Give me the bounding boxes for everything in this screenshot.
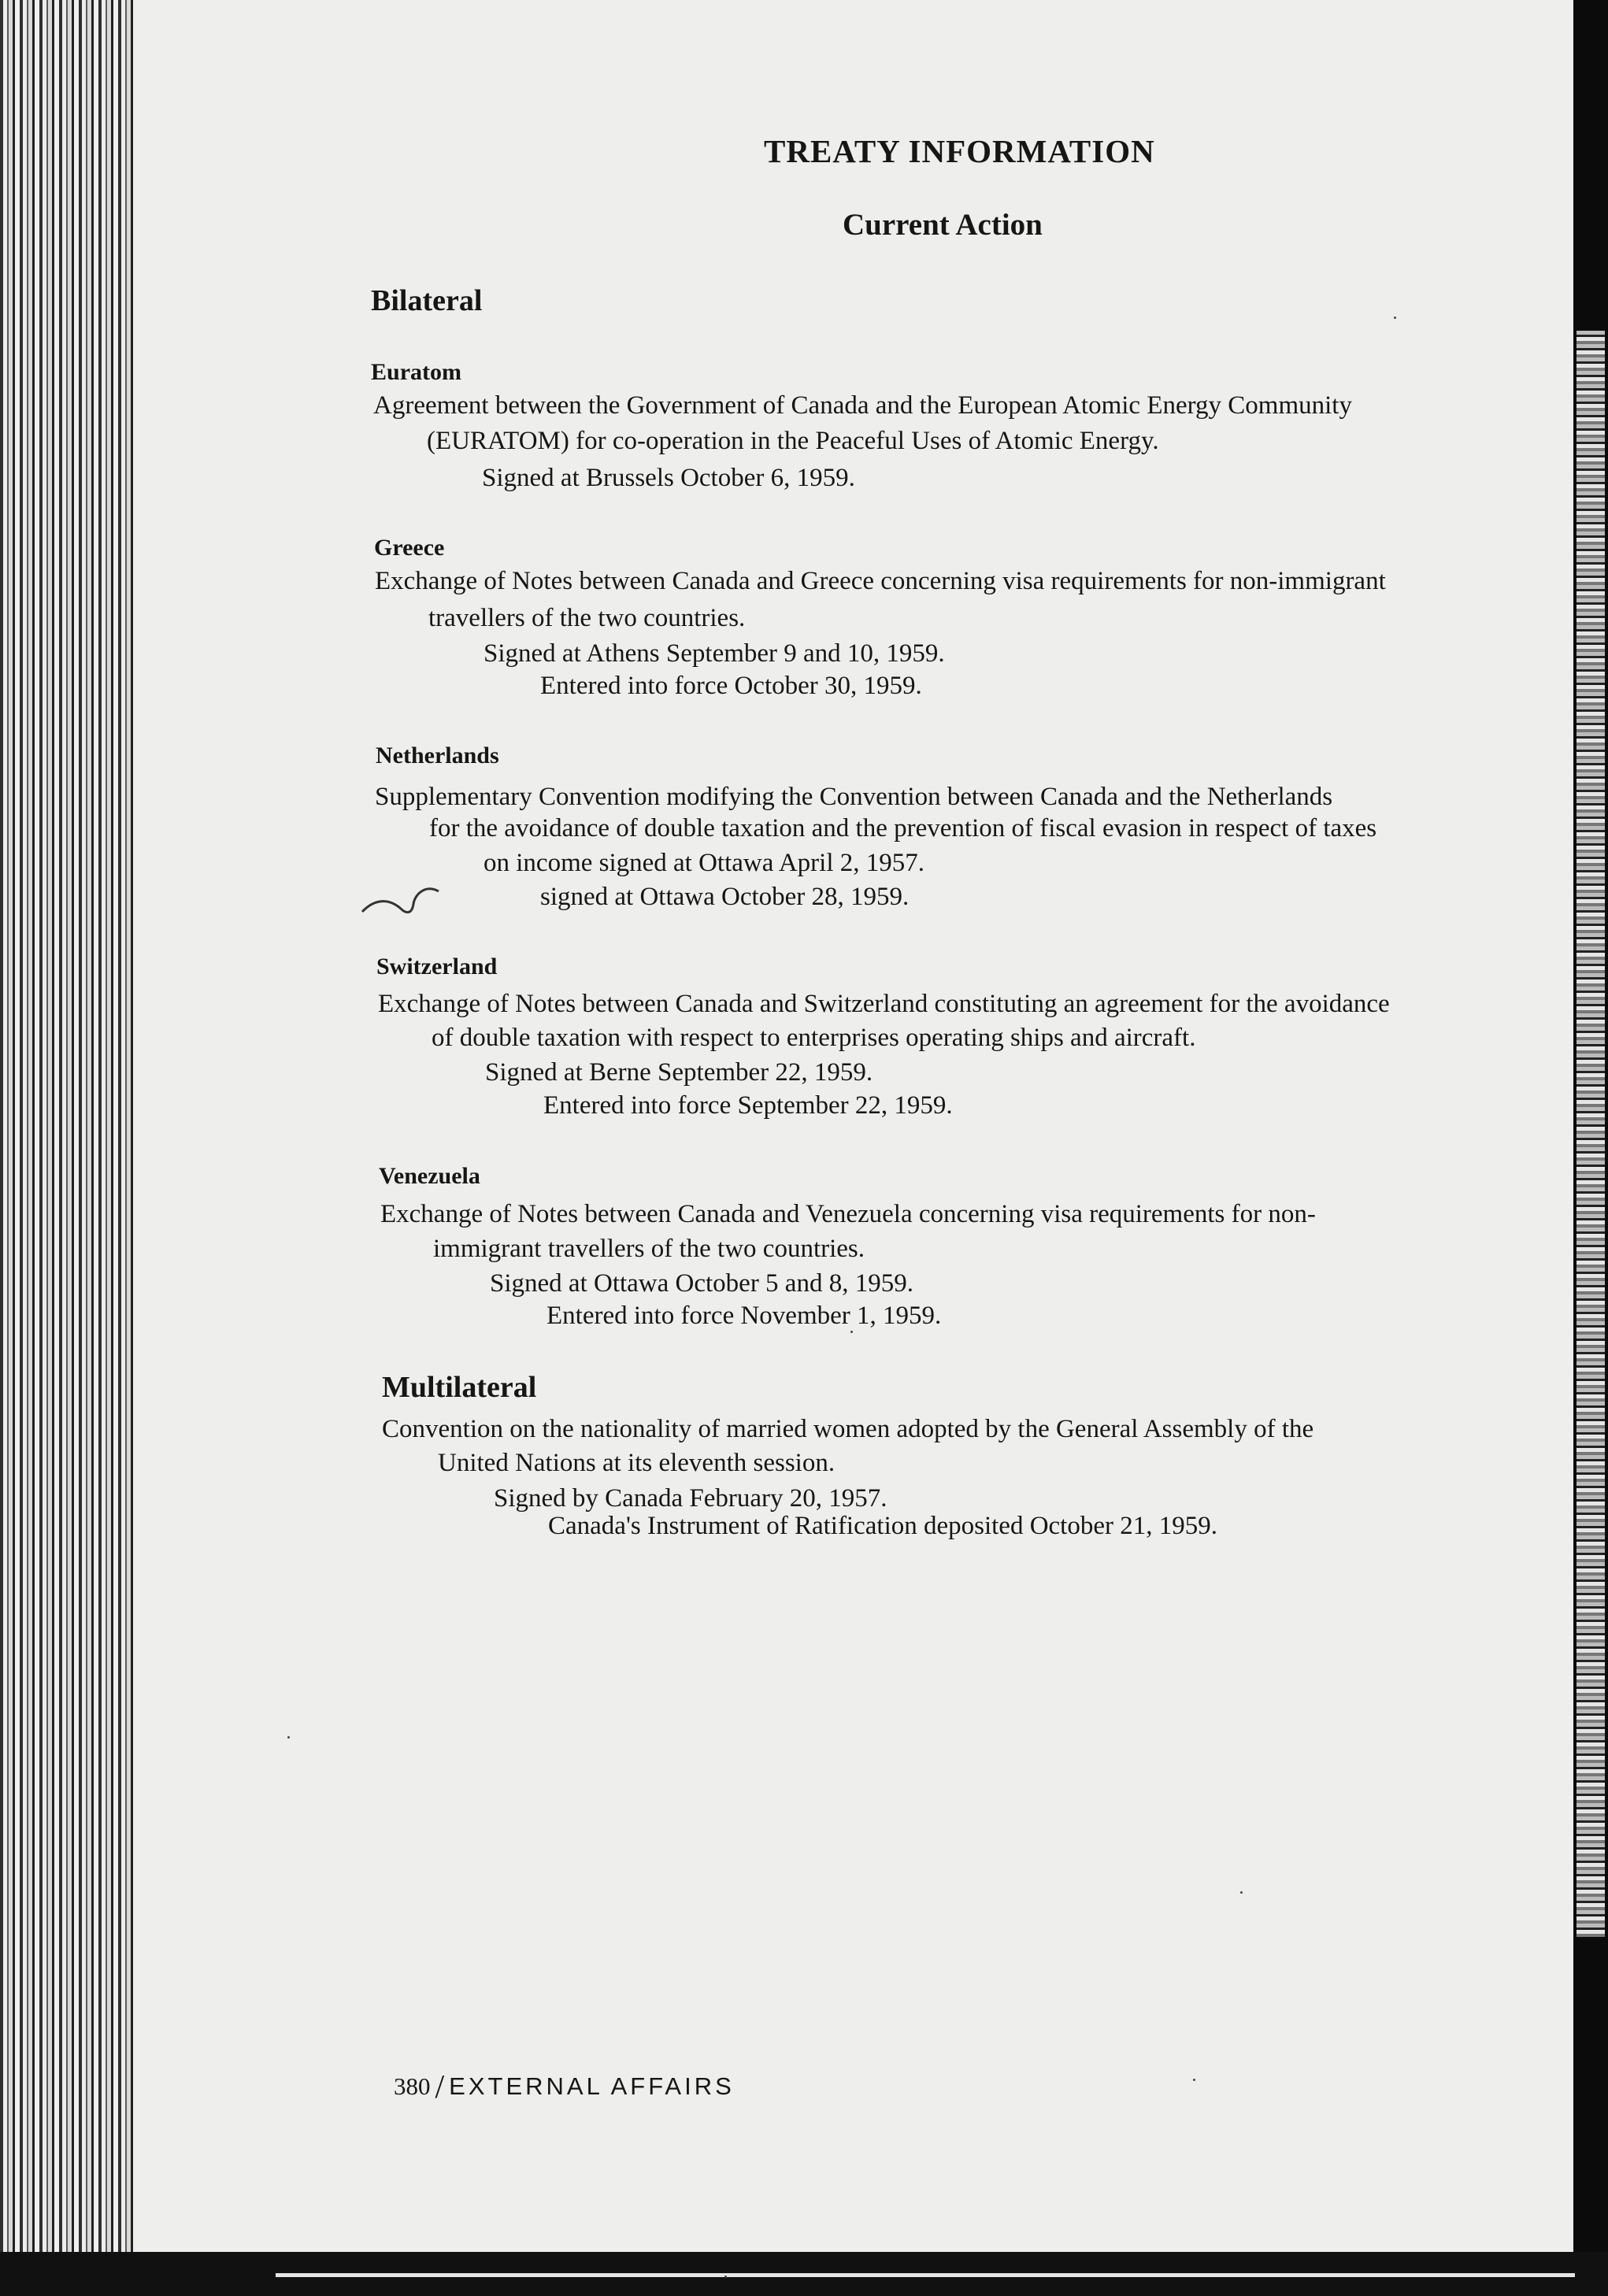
- netherlands-signed: signed at Ottawa October 28, 1959.: [540, 883, 910, 911]
- euratom-line-1: Agreement between the Government of Canada and the European Atomic Energy Community: [373, 391, 1352, 420]
- page-number: 380: [394, 2072, 431, 2100]
- switzerland-heading: Switzerland: [376, 954, 498, 980]
- bottom-page-edge: [0, 2252, 1608, 2296]
- greece-signed: Signed at Athens September 9 and 10, 1959.: [484, 639, 945, 668]
- switzerland-signed: Signed at Berne September 22, 1959.: [485, 1058, 873, 1087]
- pencil-mark: [358, 874, 445, 921]
- greece-line-1: Exchange of Notes between Canada and Greece concerning visa requirements for non-immigrant: [375, 567, 1386, 595]
- page-title: TREATY INFORMATION: [764, 133, 1155, 169]
- page-footer: [394, 2068, 735, 2106]
- multilateral-line-1: Convention on the nationality of married women adopted by the General Assembly of the: [382, 1415, 1314, 1443]
- ink-speck: [1394, 317, 1396, 319]
- ink-speck: [1193, 2079, 1195, 2081]
- euratom-heading: Euratom: [371, 359, 461, 385]
- bilateral-heading: Bilateral: [371, 284, 483, 317]
- greece-heading: Greece: [374, 535, 445, 561]
- multilateral-deposited: Canada's Instrument of Ratification deposited October 21, 1959.: [548, 1512, 1217, 1540]
- publication-name: EXTERNAL AFFAIRS: [449, 2072, 735, 2100]
- ink-speck: [287, 1736, 290, 1739]
- footer-slash: /: [435, 2069, 445, 2105]
- euratom-signed: Signed at Brussels October 6, 1959.: [482, 464, 855, 492]
- venezuela-heading: Venezuela: [379, 1163, 480, 1189]
- venezuela-line-2: immigrant travellers of the two countries.: [433, 1235, 865, 1263]
- right-page-edge: [1573, 0, 1608, 2296]
- switzerland-line-1: Exchange of Notes between Canada and Switzerland constituting an agreement for the avoidance: [378, 990, 1390, 1018]
- greece-line-2: travellers of the two countries.: [428, 604, 746, 632]
- euratom-line-2: (EURATOM) for co-operation in the Peaceful Uses of Atomic Energy.: [427, 427, 1159, 455]
- ink-speck: [724, 2276, 727, 2278]
- venezuela-signed: Signed at Ottawa October 5 and 8, 1959.: [490, 1269, 913, 1298]
- multilateral-signed: Signed by Canada February 20, 1957.: [494, 1484, 887, 1513]
- right-page-texture: [1577, 331, 1605, 1937]
- switzerland-entered: Entered into force September 22, 1959.: [543, 1091, 953, 1120]
- multilateral-line-2: United Nations at its eleventh session.: [438, 1449, 835, 1477]
- netherlands-heading: Netherlands: [376, 742, 499, 768]
- netherlands-line-3: on income signed at Ottawa April 2, 1957.: [484, 849, 924, 877]
- switzerland-line-2: of double taxation with respect to enterprises operating ships and aircraft.: [432, 1024, 1196, 1052]
- ink-speck: [1240, 1891, 1243, 1894]
- netherlands-line-1: Supplementary Convention modifying the Convention between Canada and the Netherlands: [375, 783, 1333, 811]
- bottom-rule: [276, 2273, 1575, 2277]
- ink-speck: [850, 1331, 853, 1333]
- book-spine-shadow: [0, 0, 138, 2296]
- multilateral-heading: Multilateral: [382, 1371, 537, 1404]
- venezuela-line-1: Exchange of Notes between Canada and Venezuela concerning visa requirements for non-: [380, 1200, 1316, 1228]
- page-subtitle: Current Action: [843, 208, 1043, 242]
- greece-entered: Entered into force October 30, 1959.: [540, 672, 922, 700]
- document-page: [134, 0, 1575, 2252]
- venezuela-entered: Entered into force November 1, 1959.: [546, 1302, 942, 1330]
- netherlands-line-2: for the avoidance of double taxation and the prevention of fiscal evasion in respect of taxes: [429, 814, 1377, 842]
